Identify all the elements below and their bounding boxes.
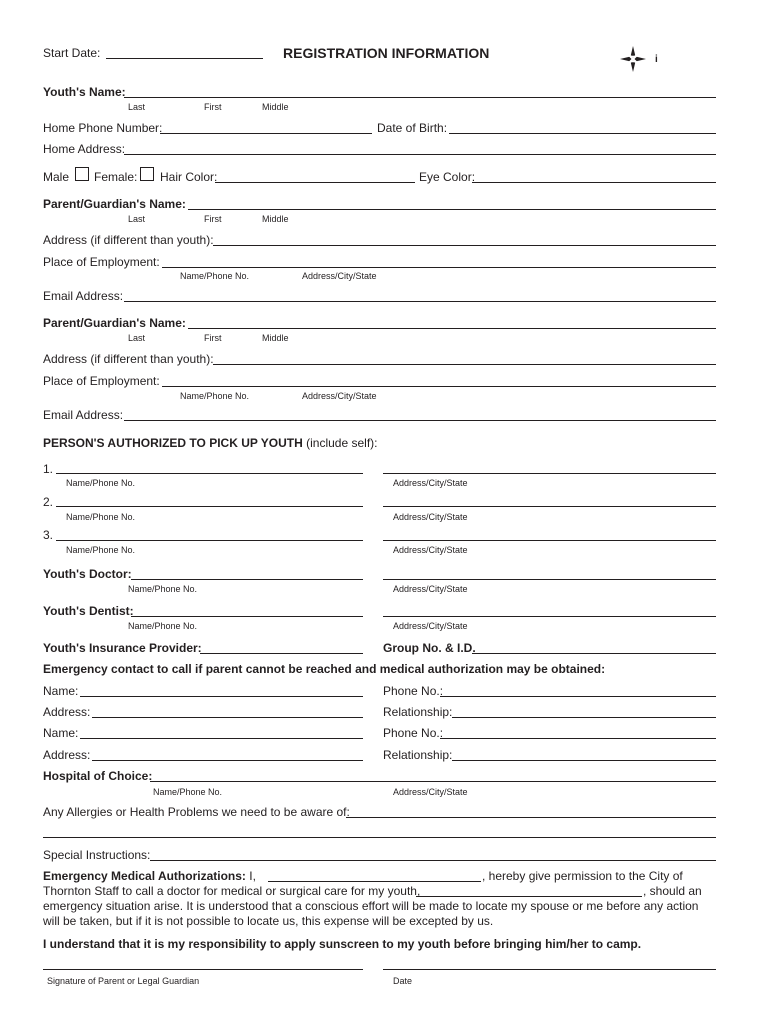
pickup-row-2-number: 2. [43, 495, 54, 509]
guardian1-name-field[interactable] [188, 209, 716, 210]
page-marker: i [655, 54, 658, 65]
emergency-name-2-field[interactable] [80, 738, 363, 739]
guardian2-employment-address-sublabel: Address/City/State [302, 391, 377, 401]
insurance-field[interactable] [200, 653, 363, 654]
authorization-guardian-name-field[interactable] [268, 881, 481, 882]
guardian1-email-label: Email Address: [43, 289, 124, 303]
pickup-row-2-address-sublabel: Address/City/State [393, 512, 468, 522]
page-title: REGISTRATION INFORMATION [283, 45, 490, 61]
guardian1-employment-address-sublabel: Address/City/State [302, 271, 377, 281]
authorization-text-b: Thornton Staff to call a doctor for medical or surgical care for my youth, [43, 884, 421, 898]
guardian1-employment-field[interactable] [162, 267, 716, 268]
start-date-field[interactable] [106, 58, 263, 59]
emergency-name-1-field[interactable] [80, 696, 363, 697]
authorization-paragraph: emergency situation arise. It is understood that a conscious effort will be made to locate my spouse or me before any action will be taken, but if it is not possible to locate us, this expense will be excepted by us. [43, 899, 699, 928]
emergency-heading: Emergency contact to call if parent cannot be reached and medical authorization may be obtained: [43, 662, 606, 676]
signature-label: Signature of Parent or Legal Guardian [47, 976, 200, 986]
doctor-address-sublabel: Address/City/State [393, 584, 468, 594]
pickup-row-1-address-sublabel: Address/City/State [393, 478, 468, 488]
pickup-row-3-address-sublabel: Address/City/State [393, 545, 468, 555]
pickup-row-3-name-sublabel: Name/Phone No. [66, 545, 136, 555]
hospital-name-sublabel: Name/Phone No. [153, 787, 223, 797]
city-logo-icon [619, 45, 647, 73]
hospital-label: Hospital of Choice: [43, 769, 153, 783]
authorization-text-a: , hereby give permission to the City of [482, 869, 683, 883]
pickup-row-1-name-sublabel: Name/Phone No. [66, 478, 136, 488]
pickup-row-2-address-field[interactable] [383, 506, 716, 507]
group-id-label: Group No. & I.D. [383, 641, 476, 655]
youth-last-sublabel: Last [128, 102, 146, 112]
signature-date-field[interactable] [383, 969, 716, 970]
guardian1-name-label: Parent/Guardian's Name: [43, 197, 186, 211]
emergency-relationship-2-field[interactable] [452, 760, 716, 761]
doctor-name-sublabel: Name/Phone No. [128, 584, 198, 594]
doctor-address-field[interactable] [383, 579, 716, 580]
emergency-name-2-label: Name: [43, 726, 79, 740]
guardian1-address-field[interactable] [213, 245, 716, 246]
authorization-youth-name-field[interactable] [416, 896, 642, 897]
male-checkbox[interactable] [75, 167, 89, 181]
female-checkbox[interactable] [140, 167, 154, 181]
guardian2-middle-sublabel: Middle [262, 333, 289, 343]
emergency-phone-1-field[interactable] [440, 696, 716, 697]
youth-first-sublabel: First [204, 102, 222, 112]
guardian1-employment-name-sublabel: Name/Phone No. [180, 271, 250, 281]
dentist-name-field[interactable] [131, 616, 363, 617]
hair-color-field[interactable] [215, 182, 415, 183]
dob-label: Date of Birth: [377, 121, 448, 135]
emergency-relationship-1-label: Relationship: [383, 705, 453, 719]
pickup-row-2-name-sublabel: Name/Phone No. [66, 512, 136, 522]
emergency-relationship-2-label: Relationship: [383, 748, 453, 762]
home-address-label: Home Address: [43, 142, 126, 156]
youth-name-field[interactable] [124, 97, 716, 98]
guardian2-name-label: Parent/Guardian's Name: [43, 316, 186, 330]
home-address-field[interactable] [124, 154, 716, 155]
pickup-row-1-number: 1. [43, 462, 54, 476]
emergency-address-1-field[interactable] [92, 717, 363, 718]
allergies-label: Any Allergies or Health Problems we need to be aware of: [43, 805, 350, 819]
hospital-address-sublabel: Address/City/State [393, 787, 468, 797]
hospital-field[interactable] [150, 781, 716, 782]
pickup-row-2-name-field[interactable] [56, 506, 363, 507]
guardian2-email-label: Email Address: [43, 408, 124, 422]
guardian2-email-field[interactable] [124, 420, 716, 421]
sunscreen-statement: I understand that it is my responsibility to apply sunscreen to my youth before bringing him/her to camp. [43, 937, 642, 951]
emergency-phone-2-label: Phone No.: [383, 726, 444, 740]
eye-color-label: Eye Color: [419, 170, 476, 184]
pickup-row-1-address-field[interactable] [383, 473, 716, 474]
emergency-address-2-label: Address: [43, 748, 91, 762]
emergency-address-1-label: Address: [43, 705, 91, 719]
group-id-field[interactable] [472, 653, 716, 654]
dentist-address-field[interactable] [383, 616, 716, 617]
authorization-text-c: , should an [643, 884, 702, 898]
doctor-name-field[interactable] [131, 579, 363, 580]
start-date-label: Start Date: [43, 46, 101, 60]
allergies-field[interactable] [346, 817, 716, 818]
pickup-heading: PERSON'S AUTHORIZED TO PICK UP YOUTH (include self): [43, 436, 378, 450]
youth-name-label: Youth's Name: [43, 85, 126, 99]
pickup-row-1-name-field[interactable] [56, 473, 363, 474]
guardian2-address-label: Address (if different than youth): [43, 352, 214, 366]
guardian1-address-label: Address (if different than youth): [43, 233, 214, 247]
pickup-row-3-name-field[interactable] [56, 540, 363, 541]
special-instructions-label: Special Instructions: [43, 848, 151, 862]
guardian2-address-field[interactable] [213, 364, 716, 365]
hair-color-label: Hair Color: [160, 170, 218, 184]
guardian2-first-sublabel: First [204, 333, 222, 343]
female-label: Female: [94, 170, 138, 184]
emergency-phone-1-label: Phone No.: [383, 684, 444, 698]
authorization-line-1: Emergency Medical Authorizations: I, [43, 869, 256, 883]
guardian2-employment-field[interactable] [162, 386, 716, 387]
guardian1-employment-label: Place of Employment: [43, 255, 160, 269]
dentist-label: Youth's Dentist: [43, 604, 134, 618]
emergency-phone-2-field[interactable] [440, 738, 716, 739]
youth-middle-sublabel: Middle [262, 102, 289, 112]
guardian1-first-sublabel: First [204, 214, 222, 224]
doctor-label: Youth's Doctor: [43, 567, 132, 581]
guardian2-employment-name-sublabel: Name/Phone No. [180, 391, 250, 401]
emergency-name-1-label: Name: [43, 684, 79, 698]
guardian1-email-field[interactable] [124, 301, 716, 302]
home-phone-field[interactable] [160, 133, 372, 134]
dob-field[interactable] [449, 133, 716, 134]
guardian1-middle-sublabel: Middle [262, 214, 289, 224]
signature-field[interactable] [43, 969, 363, 970]
pickup-row-3-address-field[interactable] [383, 540, 716, 541]
home-phone-label: Home Phone Number: [43, 121, 163, 135]
dentist-name-sublabel: Name/Phone No. [128, 621, 198, 631]
guardian2-name-field[interactable] [188, 328, 716, 329]
guardian1-last-sublabel: Last [128, 214, 146, 224]
emergency-address-2-field[interactable] [92, 760, 363, 761]
insurance-label: Youth's Insurance Provider: [43, 641, 202, 655]
pickup-row-3-number: 3. [43, 528, 54, 542]
guardian2-employment-label: Place of Employment: [43, 374, 160, 388]
male-label: Male [43, 170, 70, 184]
guardian2-last-sublabel: Last [128, 333, 146, 343]
allergies-field-line-2[interactable] [43, 837, 716, 838]
signature-date-label: Date [393, 976, 413, 986]
emergency-relationship-1-field[interactable] [452, 717, 716, 718]
dentist-address-sublabel: Address/City/State [393, 621, 468, 631]
special-instructions-field[interactable] [150, 860, 716, 861]
eye-color-field[interactable] [472, 182, 716, 183]
